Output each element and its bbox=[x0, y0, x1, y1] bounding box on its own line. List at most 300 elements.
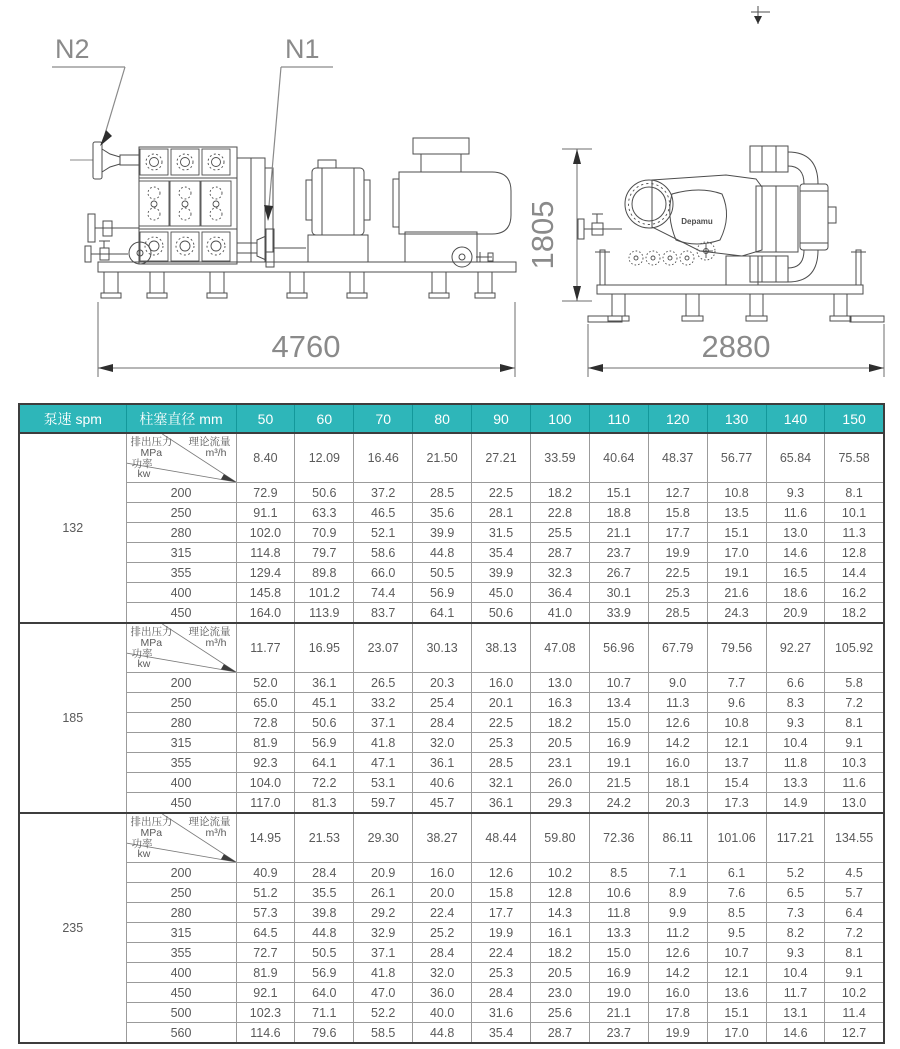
power-value-cell: 36.1 bbox=[295, 673, 354, 693]
data-row bbox=[19, 963, 884, 983]
power-value-cell: 9.3 bbox=[766, 943, 825, 963]
power-value-cell: 46.5 bbox=[354, 503, 413, 523]
flow-value-cell: 86.11 bbox=[648, 813, 707, 863]
power-value-cell: 16.1 bbox=[530, 923, 589, 943]
power-value-cell: 14.6 bbox=[766, 1023, 825, 1044]
side-view-drawing bbox=[70, 138, 516, 298]
header-plunger-diameter: 柱塞直径 mm bbox=[126, 404, 236, 433]
corner-legend-cell bbox=[126, 623, 236, 673]
power-value-cell: 19.9 bbox=[648, 543, 707, 563]
section-235 bbox=[19, 813, 884, 1043]
pressure-cell: 355 bbox=[126, 753, 236, 773]
flow-value-cell: 21.53 bbox=[295, 813, 354, 863]
power-value-cell: 52.0 bbox=[236, 673, 295, 693]
power-value-cell: 10.4 bbox=[766, 733, 825, 753]
power-value-cell: 15.0 bbox=[589, 943, 648, 963]
header-diameter-70: 70 bbox=[354, 404, 413, 433]
power-value-cell: 26.1 bbox=[354, 883, 413, 903]
data-row bbox=[19, 733, 884, 753]
flow-value-cell: 79.56 bbox=[707, 623, 766, 673]
power-value-cell: 14.2 bbox=[648, 963, 707, 983]
power-value-cell: 18.8 bbox=[589, 503, 648, 523]
header-diameter-130: 130 bbox=[707, 404, 766, 433]
flow-value-cell: 56.96 bbox=[589, 623, 648, 673]
flow-value-cell: 16.95 bbox=[295, 623, 354, 673]
power-value-cell: 41.8 bbox=[354, 963, 413, 983]
power-value-cell: 8.3 bbox=[766, 693, 825, 713]
power-value-cell: 7.7 bbox=[707, 673, 766, 693]
power-value-cell: 22.4 bbox=[413, 903, 472, 923]
power-value-cell: 28.5 bbox=[648, 603, 707, 624]
power-value-cell: 13.3 bbox=[589, 923, 648, 943]
power-value-cell: 113.9 bbox=[295, 603, 354, 624]
corner-legend-cell bbox=[126, 813, 236, 863]
power-value-cell: 20.0 bbox=[413, 883, 472, 903]
flow-value-cell: 11.77 bbox=[236, 623, 295, 673]
section-legend-row bbox=[19, 813, 884, 863]
power-value-cell: 7.6 bbox=[707, 883, 766, 903]
power-value-cell: 39.9 bbox=[413, 523, 472, 543]
power-value-cell: 10.7 bbox=[589, 673, 648, 693]
power-value-cell: 17.8 bbox=[648, 1003, 707, 1023]
discharge-pressure-label: 排出压力 bbox=[130, 436, 173, 448]
power-value-cell: 11.3 bbox=[825, 523, 884, 543]
power-value-cell: 10.8 bbox=[707, 483, 766, 503]
flow-value-cell: 30.13 bbox=[413, 623, 472, 673]
suction-flange bbox=[93, 142, 102, 179]
header-pump-speed: 泵速 spm bbox=[19, 404, 126, 433]
header-diameter-90: 90 bbox=[472, 404, 531, 433]
power-value-cell: 16.9 bbox=[589, 733, 648, 753]
power-value-cell: 11.4 bbox=[825, 1003, 884, 1023]
power-value-cell: 35.4 bbox=[472, 1023, 531, 1044]
power-value-cell: 19.1 bbox=[707, 563, 766, 583]
nozzle-labels bbox=[52, 67, 333, 221]
power-value-cell: 32.0 bbox=[413, 733, 472, 753]
power-value-cell: 29.3 bbox=[530, 793, 589, 814]
flow-value-cell: 16.46 bbox=[354, 433, 413, 483]
power-value-cell: 129.4 bbox=[236, 563, 295, 583]
end-view-drawing bbox=[578, 6, 884, 322]
power-value-cell: 19.9 bbox=[648, 1023, 707, 1044]
flow-value-cell: 27.21 bbox=[472, 433, 531, 483]
power-value-cell: 9.1 bbox=[825, 733, 884, 753]
power-value-cell: 9.5 bbox=[707, 923, 766, 943]
section-185 bbox=[19, 623, 884, 813]
power-value-cell: 15.4 bbox=[707, 773, 766, 793]
power-value-cell: 92.1 bbox=[236, 983, 295, 1003]
power-value-cell: 6.5 bbox=[766, 883, 825, 903]
header-diameter-120: 120 bbox=[648, 404, 707, 433]
power-value-cell: 28.4 bbox=[413, 943, 472, 963]
power-value-cell: 114.8 bbox=[236, 543, 295, 563]
power-value-cell: 81.9 bbox=[236, 733, 295, 753]
power-value-cell: 72.7 bbox=[236, 943, 295, 963]
power-value-cell: 44.8 bbox=[295, 923, 354, 943]
data-row bbox=[19, 1023, 884, 1044]
power-value-cell: 11.8 bbox=[766, 753, 825, 773]
power-value-cell: 13.1 bbox=[766, 1003, 825, 1023]
power-value-cell: 30.1 bbox=[589, 583, 648, 603]
power-value-cell: 72.8 bbox=[236, 713, 295, 733]
power-value-cell: 8.9 bbox=[648, 883, 707, 903]
pulsation-dampener bbox=[800, 184, 828, 250]
power-value-cell: 145.8 bbox=[236, 583, 295, 603]
power-value-cell: 21.1 bbox=[589, 523, 648, 543]
power-value-cell: 52.2 bbox=[354, 1003, 413, 1023]
power-value-cell: 92.3 bbox=[236, 753, 295, 773]
power-unit-label: kw bbox=[137, 848, 151, 860]
pressure-cell: 400 bbox=[126, 773, 236, 793]
power-value-cell: 28.4 bbox=[413, 713, 472, 733]
flow-value-cell: 38.27 bbox=[413, 813, 472, 863]
end-width-dim: 2880 bbox=[701, 329, 771, 364]
flow-unit-label: m³/h bbox=[205, 447, 227, 459]
power-value-cell: 21.6 bbox=[707, 583, 766, 603]
power-value-cell: 22.4 bbox=[472, 943, 531, 963]
power-value-cell: 25.3 bbox=[648, 583, 707, 603]
power-value-cell: 12.6 bbox=[648, 713, 707, 733]
flow-value-cell: 105.92 bbox=[825, 623, 884, 673]
power-value-cell: 28.4 bbox=[472, 983, 531, 1003]
power-value-cell: 64.5 bbox=[236, 923, 295, 943]
pressure-cell: 280 bbox=[126, 523, 236, 543]
power-value-cell: 20.9 bbox=[766, 603, 825, 624]
flow-value-cell: 8.40 bbox=[236, 433, 295, 483]
header-diameter-80: 80 bbox=[413, 404, 472, 433]
power-value-cell: 89.8 bbox=[295, 563, 354, 583]
power-value-cell: 8.1 bbox=[825, 943, 884, 963]
corner-legend bbox=[127, 814, 236, 862]
power-value-cell: 25.4 bbox=[413, 693, 472, 713]
power-value-cell: 26.7 bbox=[589, 563, 648, 583]
power-value-cell: 13.5 bbox=[707, 503, 766, 523]
power-value-cell: 21.5 bbox=[589, 773, 648, 793]
n2-label: N2 bbox=[55, 34, 90, 64]
flow-unit-label: m³/h bbox=[205, 827, 227, 839]
power-value-cell: 6.6 bbox=[766, 673, 825, 693]
header-diameter-100: 100 bbox=[530, 404, 589, 433]
power-value-cell: 15.1 bbox=[707, 1003, 766, 1023]
flow-value-cell: 48.37 bbox=[648, 433, 707, 483]
corner-legend bbox=[127, 434, 236, 482]
power-value-cell: 81.9 bbox=[236, 963, 295, 983]
power-value-cell: 41.8 bbox=[354, 733, 413, 753]
power-value-cell: 8.5 bbox=[589, 863, 648, 883]
skid-supports bbox=[101, 272, 495, 298]
power-value-cell: 23.7 bbox=[589, 1023, 648, 1044]
power-value-cell: 40.6 bbox=[413, 773, 472, 793]
power-value-cell: 20.9 bbox=[354, 863, 413, 883]
pressure-cell: 250 bbox=[126, 883, 236, 903]
power-value-cell: 64.0 bbox=[295, 983, 354, 1003]
power-value-cell: 10.3 bbox=[825, 753, 884, 773]
table-header-row bbox=[19, 404, 884, 433]
power-value-cell: 53.1 bbox=[354, 773, 413, 793]
power-value-cell: 11.6 bbox=[766, 503, 825, 523]
pressure-cell: 450 bbox=[126, 983, 236, 1003]
power-value-cell: 104.0 bbox=[236, 773, 295, 793]
power-value-cell: 13.7 bbox=[707, 753, 766, 773]
power-value-cell: 102.0 bbox=[236, 523, 295, 543]
power-value-cell: 28.7 bbox=[530, 1023, 589, 1044]
power-value-cell: 22.8 bbox=[530, 503, 589, 523]
power-value-cell: 8.2 bbox=[766, 923, 825, 943]
data-row bbox=[19, 903, 884, 923]
power-value-cell: 35.5 bbox=[295, 883, 354, 903]
power-value-cell: 72.2 bbox=[295, 773, 354, 793]
flow-value-cell: 14.95 bbox=[236, 813, 295, 863]
data-row bbox=[19, 753, 884, 773]
pressure-cell: 315 bbox=[126, 543, 236, 563]
power-value-cell: 25.5 bbox=[530, 523, 589, 543]
data-row bbox=[19, 863, 884, 883]
pressure-cell: 450 bbox=[126, 603, 236, 624]
power-value-cell: 5.7 bbox=[825, 883, 884, 903]
port-rosettes bbox=[629, 242, 715, 265]
data-row bbox=[19, 523, 884, 543]
flow-value-cell: 65.84 bbox=[766, 433, 825, 483]
power-value-cell: 16.3 bbox=[530, 693, 589, 713]
power-value-cell: 18.2 bbox=[530, 943, 589, 963]
pressure-cell: 560 bbox=[126, 1023, 236, 1044]
power-value-cell: 17.0 bbox=[707, 543, 766, 563]
power-value-cell: 12.8 bbox=[825, 543, 884, 563]
power-value-cell: 50.6 bbox=[295, 483, 354, 503]
performance-table bbox=[18, 403, 885, 1044]
power-value-cell: 36.1 bbox=[472, 793, 531, 814]
data-row bbox=[19, 503, 884, 523]
power-value-cell: 23.0 bbox=[530, 983, 589, 1003]
power-value-cell: 14.2 bbox=[648, 733, 707, 753]
power-value-cell: 13.4 bbox=[589, 693, 648, 713]
header-diameter-50: 50 bbox=[236, 404, 295, 433]
power-value-cell: 65.0 bbox=[236, 693, 295, 713]
power-value-cell: 9.0 bbox=[648, 673, 707, 693]
power-value-cell: 7.2 bbox=[825, 923, 884, 943]
pressure-cell: 280 bbox=[126, 903, 236, 923]
data-row bbox=[19, 563, 884, 583]
power-value-cell: 28.1 bbox=[472, 503, 531, 523]
power-value-cell: 20.3 bbox=[648, 793, 707, 814]
power-value-cell: 4.5 bbox=[825, 863, 884, 883]
power-value-cell: 23.7 bbox=[589, 543, 648, 563]
power-value-cell: 16.9 bbox=[589, 963, 648, 983]
data-row bbox=[19, 793, 884, 814]
power-value-cell: 15.8 bbox=[472, 883, 531, 903]
data-row bbox=[19, 713, 884, 733]
data-row bbox=[19, 583, 884, 603]
power-value-cell: 17.3 bbox=[707, 793, 766, 814]
power-value-cell: 14.6 bbox=[766, 543, 825, 563]
power-value-cell: 32.9 bbox=[354, 923, 413, 943]
flow-value-cell: 56.77 bbox=[707, 433, 766, 483]
power-value-cell: 10.2 bbox=[530, 863, 589, 883]
corner-legend-cell bbox=[126, 433, 236, 483]
pressure-unit-label: MPa bbox=[140, 827, 163, 839]
flow-value-cell: 47.08 bbox=[530, 623, 589, 673]
power-value-cell: 18.2 bbox=[530, 483, 589, 503]
discharge-pressure-label: 排出压力 bbox=[130, 626, 173, 638]
power-value-cell: 6.1 bbox=[707, 863, 766, 883]
flow-value-cell: 101.06 bbox=[707, 813, 766, 863]
power-value-cell: 20.5 bbox=[530, 963, 589, 983]
power-value-cell: 12.8 bbox=[530, 883, 589, 903]
power-value-cell: 79.6 bbox=[295, 1023, 354, 1044]
flow-value-cell: 33.59 bbox=[530, 433, 589, 483]
power-label: 功率 bbox=[131, 838, 153, 850]
section-speed-cell: 235 bbox=[19, 813, 126, 1043]
power-value-cell: 7.1 bbox=[648, 863, 707, 883]
power-value-cell: 81.3 bbox=[295, 793, 354, 814]
power-value-cell: 56.9 bbox=[295, 963, 354, 983]
power-label: 功率 bbox=[131, 648, 153, 660]
power-value-cell: 36.1 bbox=[413, 753, 472, 773]
power-value-cell: 7.2 bbox=[825, 693, 884, 713]
power-value-cell: 44.8 bbox=[413, 543, 472, 563]
power-value-cell: 14.9 bbox=[766, 793, 825, 814]
power-value-cell: 64.1 bbox=[413, 603, 472, 624]
power-value-cell: 164.0 bbox=[236, 603, 295, 624]
power-value-cell: 12.7 bbox=[648, 483, 707, 503]
power-value-cell: 29.2 bbox=[354, 903, 413, 923]
power-value-cell: 50.6 bbox=[295, 713, 354, 733]
discharge-pressure-label: 排出压力 bbox=[130, 816, 173, 828]
power-value-cell: 28.5 bbox=[413, 483, 472, 503]
power-value-cell: 5.2 bbox=[766, 863, 825, 883]
power-value-cell: 26.5 bbox=[354, 673, 413, 693]
power-value-cell: 71.1 bbox=[295, 1003, 354, 1023]
power-value-cell: 11.8 bbox=[589, 903, 648, 923]
power-value-cell: 16.0 bbox=[648, 753, 707, 773]
power-value-cell: 44.8 bbox=[413, 1023, 472, 1044]
power-value-cell: 25.3 bbox=[472, 733, 531, 753]
pressure-cell: 400 bbox=[126, 583, 236, 603]
power-value-cell: 20.1 bbox=[472, 693, 531, 713]
section-legend-row bbox=[19, 433, 884, 483]
motor-terminal-box bbox=[413, 138, 469, 154]
power-value-cell: 39.8 bbox=[295, 903, 354, 923]
flow-value-cell: 134.55 bbox=[825, 813, 884, 863]
power-value-cell: 36.4 bbox=[530, 583, 589, 603]
power-value-cell: 101.2 bbox=[295, 583, 354, 603]
pressure-cell: 200 bbox=[126, 863, 236, 883]
power-value-cell: 102.3 bbox=[236, 1003, 295, 1023]
power-value-cell: 15.1 bbox=[707, 523, 766, 543]
power-value-cell: 19.0 bbox=[589, 983, 648, 1003]
flow-value-cell: 12.09 bbox=[295, 433, 354, 483]
power-value-cell: 23.1 bbox=[530, 753, 589, 773]
power-value-cell: 50.5 bbox=[413, 563, 472, 583]
power-value-cell: 8.1 bbox=[825, 483, 884, 503]
section-speed-cell: 132 bbox=[19, 433, 126, 623]
power-value-cell: 15.0 bbox=[589, 713, 648, 733]
power-value-cell: 45.0 bbox=[472, 583, 531, 603]
side-length-dim: 4760 bbox=[271, 329, 341, 364]
power-value-cell: 22.5 bbox=[648, 563, 707, 583]
power-value-cell: 19.9 bbox=[472, 923, 531, 943]
power-value-cell: 10.1 bbox=[825, 503, 884, 523]
power-value-cell: 14.3 bbox=[530, 903, 589, 923]
power-value-cell: 47.0 bbox=[354, 983, 413, 1003]
power-value-cell: 26.0 bbox=[530, 773, 589, 793]
power-value-cell: 5.8 bbox=[825, 673, 884, 693]
power-value-cell: 47.1 bbox=[354, 753, 413, 773]
end-height-dim: 1805 bbox=[525, 200, 560, 270]
gear-unit bbox=[312, 168, 364, 235]
pressure-unit-label: MPa bbox=[140, 637, 163, 649]
power-value-cell: 18.6 bbox=[766, 583, 825, 603]
power-value-cell: 45.1 bbox=[295, 693, 354, 713]
pressure-unit-label: MPa bbox=[140, 447, 163, 459]
power-value-cell: 117.0 bbox=[236, 793, 295, 814]
data-row bbox=[19, 983, 884, 1003]
power-value-cell: 12.1 bbox=[707, 733, 766, 753]
motor bbox=[399, 172, 511, 234]
power-value-cell: 9.1 bbox=[825, 963, 884, 983]
power-value-cell: 10.7 bbox=[707, 943, 766, 963]
power-value-cell: 9.6 bbox=[707, 693, 766, 713]
power-value-cell: 114.6 bbox=[236, 1023, 295, 1044]
power-value-cell: 28.7 bbox=[530, 543, 589, 563]
flow-value-cell: 21.50 bbox=[413, 433, 472, 483]
power-value-cell: 13.6 bbox=[707, 983, 766, 1003]
pressure-cell: 315 bbox=[126, 923, 236, 943]
flow-value-cell: 72.36 bbox=[589, 813, 648, 863]
power-value-cell: 91.1 bbox=[236, 503, 295, 523]
data-row bbox=[19, 693, 884, 713]
power-value-cell: 25.2 bbox=[413, 923, 472, 943]
power-unit-label: kw bbox=[137, 658, 151, 670]
header-diameter-110: 110 bbox=[589, 404, 648, 433]
power-value-cell: 51.2 bbox=[236, 883, 295, 903]
power-label: 功率 bbox=[131, 458, 153, 470]
pump-body bbox=[652, 175, 762, 256]
power-value-cell: 14.4 bbox=[825, 563, 884, 583]
power-value-cell: 66.0 bbox=[354, 563, 413, 583]
power-value-cell: 13.0 bbox=[766, 523, 825, 543]
power-value-cell: 35.4 bbox=[472, 543, 531, 563]
power-value-cell: 18.2 bbox=[530, 713, 589, 733]
power-value-cell: 10.6 bbox=[589, 883, 648, 903]
power-value-cell: 11.2 bbox=[648, 923, 707, 943]
pressure-cell: 200 bbox=[126, 483, 236, 503]
data-row bbox=[19, 543, 884, 563]
corner-legend bbox=[127, 624, 236, 672]
power-value-cell: 50.6 bbox=[472, 603, 531, 624]
power-value-cell: 11.6 bbox=[825, 773, 884, 793]
power-value-cell: 9.3 bbox=[766, 483, 825, 503]
power-value-cell: 17.7 bbox=[648, 523, 707, 543]
brand-logo-text: Depamu bbox=[681, 217, 713, 226]
power-value-cell: 16.0 bbox=[472, 673, 531, 693]
section-132 bbox=[19, 433, 884, 623]
pressure-cell: 250 bbox=[126, 693, 236, 713]
section-speed-cell: 185 bbox=[19, 623, 126, 813]
flow-value-cell: 48.44 bbox=[472, 813, 531, 863]
power-value-cell: 31.5 bbox=[472, 523, 531, 543]
power-value-cell: 11.3 bbox=[648, 693, 707, 713]
power-value-cell: 6.4 bbox=[825, 903, 884, 923]
pressure-cell: 450 bbox=[126, 793, 236, 814]
power-value-cell: 18.2 bbox=[825, 603, 884, 624]
flow-value-cell: 92.27 bbox=[766, 623, 825, 673]
data-row bbox=[19, 773, 884, 793]
power-value-cell: 32.3 bbox=[530, 563, 589, 583]
power-value-cell: 19.1 bbox=[589, 753, 648, 773]
power-value-cell: 52.1 bbox=[354, 523, 413, 543]
power-value-cell: 25.6 bbox=[530, 1003, 589, 1023]
